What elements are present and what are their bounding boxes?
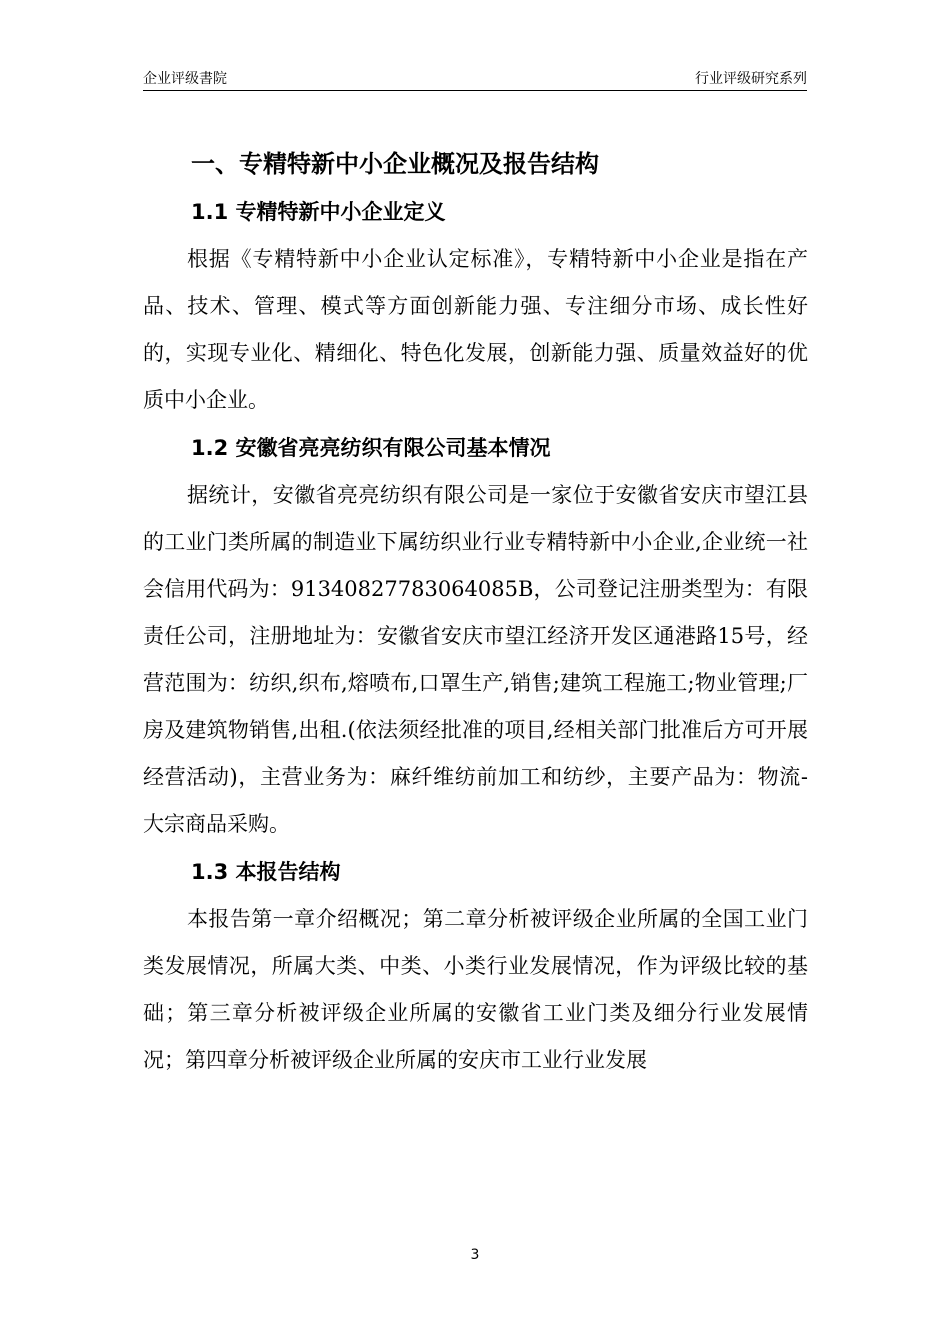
section-title-1-1: 1.1 专精特新中小企业定义 [191,200,446,224]
section-paragraph-1-2: 据统计，安徽省亮亮纺织有限公司是一家位于安徽省安庆市望江县的工业门类所属的制造业下属纺织业行业专精特新中小企业,企业统一社会信用代码为：91340827783064085B，公司登记注册类型为：有限责任公司，注册地址为：安徽省安庆市望江经济开发区通港路15号，经营范围为：纺织,织布,熔喷布,口罩生产,销售;建筑工程施工;物业管理;厂房及建筑物销售,出租.(依法须经批准的项目,经相关部门批准后方可开展经营活动)，主营业务为：麻纤维纺前加工和纺纱，主要产品为：物流-大宗商品采购。 [143,483,808,836]
section-title-1-2: 1.2 安徽省亮亮纺织有限公司基本情况 [191,436,551,460]
section-paragraph-1-1: 根据《专精特新中小企业认定标准》，专精特新中小企业是指在产品、技术、管理、模式等方面创新能力强、专注细分市场、成长性好的，实现专业化、精细化、特色化发展，创新能力强、质量效益好的优质中小企业。 [143,247,808,412]
header-left-title: 企业评级書院 [143,71,227,87]
section-paragraph-1-3: 本报告第一章介绍概况；第二章分析被评级企业所属的全国工业门类发展情况，所属大类、中类、小类行业发展情况，作为评级比较的基础；第三章分析被评级企业所属的安徽省工业门类及细分行业发展情况；第四章分析被评级企业所属的安庆市工业行业发展 [143,907,808,1072]
page-header [143,66,807,91]
document-body [143,140,808,1084]
header-right-title: 行业评级研究系列 [695,71,807,87]
chapter-title: 一、专精特新中小企业概况及报告结构 [191,150,599,178]
page-number: 3 [470,1247,480,1263]
section-title-1-3: 1.3 本报告结构 [191,860,341,884]
